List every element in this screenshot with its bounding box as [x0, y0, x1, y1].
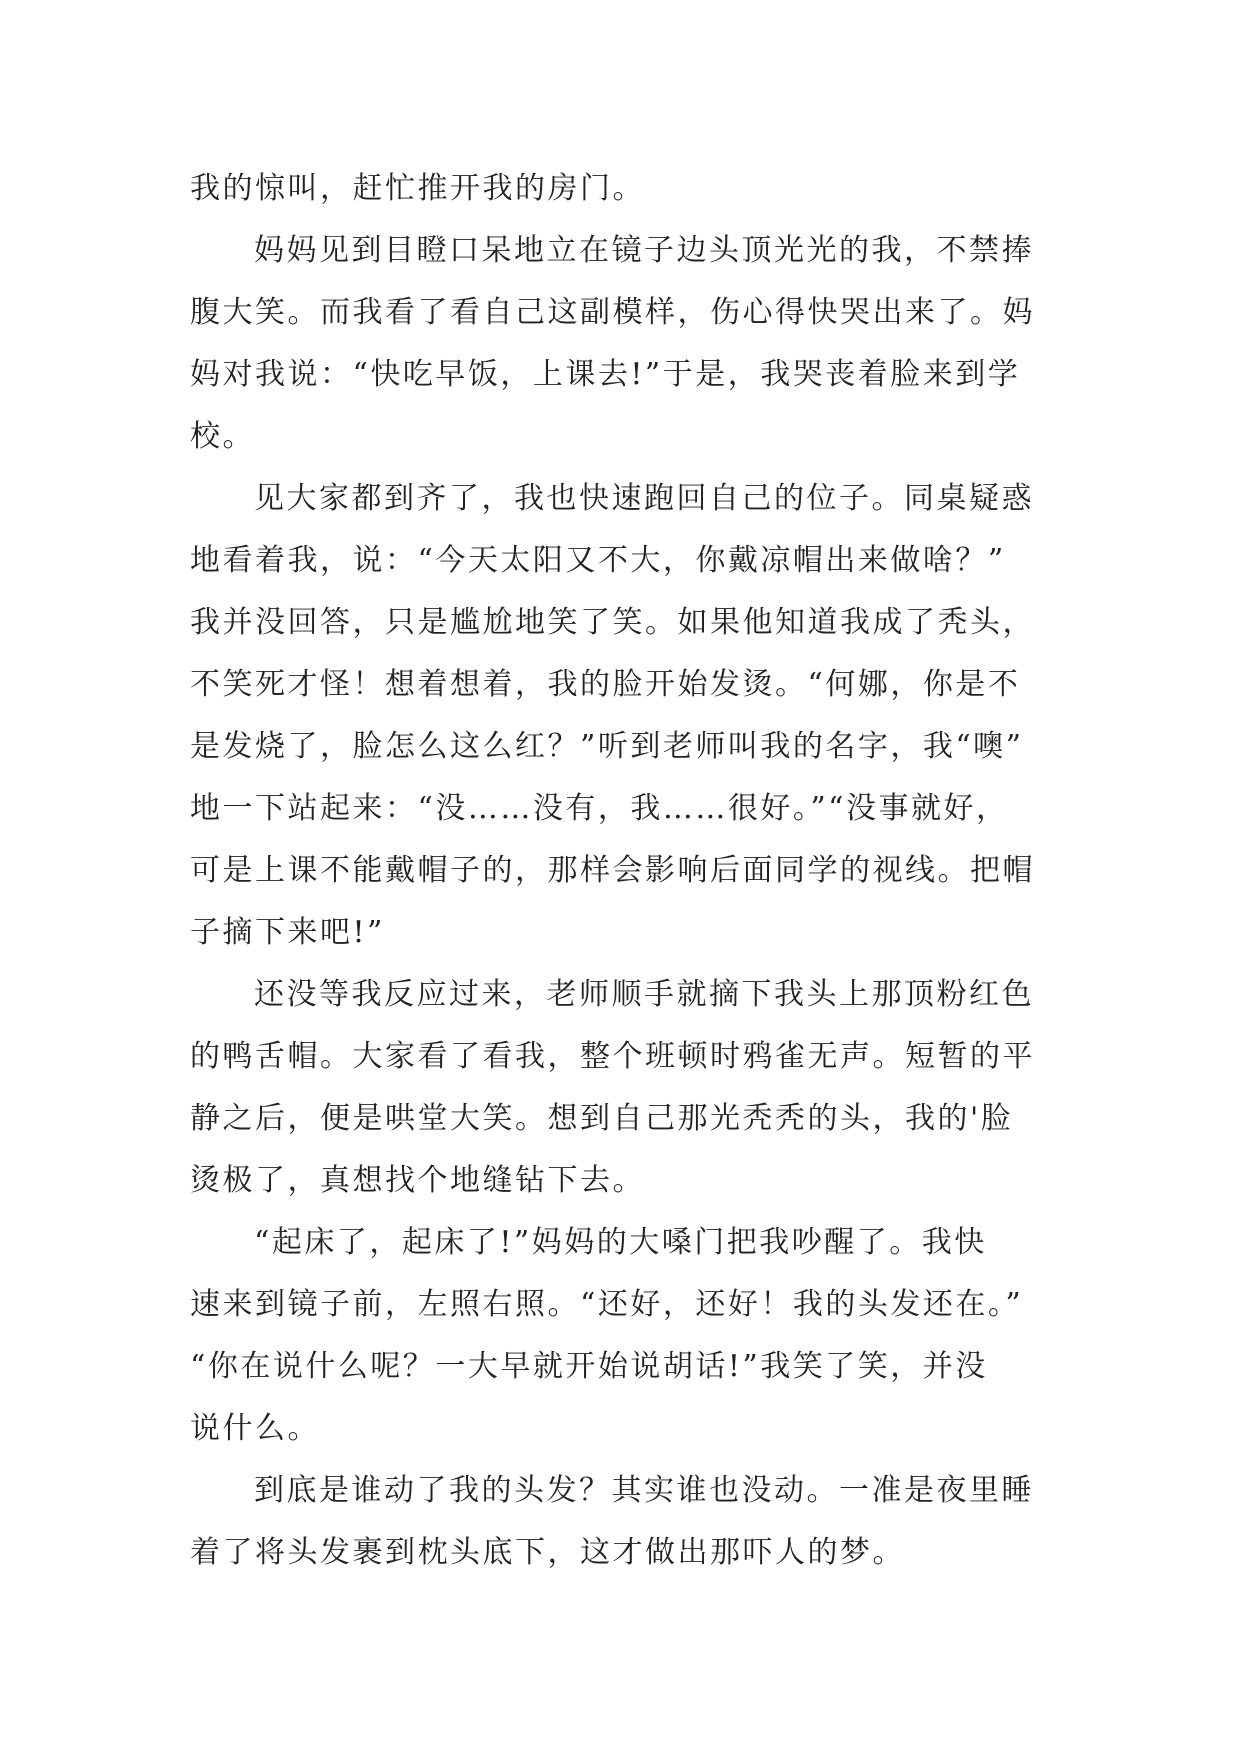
- text-line: 速来到镜子前，左照右照。“还好，还好！我的头发还在。”: [190, 1287, 1024, 1322]
- text-line: 见大家都到齐了，我也快速跑回自己的位子。同桌疑惑: [254, 481, 1034, 516]
- text-line: 的鸭舌帽。大家看了看我，整个班顿时鸦雀无声。短暂的平: [190, 1039, 1035, 1074]
- text-line: 我并没回答，只是尴尬地笑了笑。如果他知道我成了秃头，: [190, 605, 1035, 640]
- text-line: 烫极了，真想找个地缝钻下去。: [190, 1163, 645, 1198]
- text-line: 妈妈见到目瞪口呆地立在镜子边头顶光光的我，不禁捧: [254, 233, 1034, 268]
- text-line: 到底是谁动了我的头发？其实谁也没动。一准是夜里睡: [254, 1473, 1034, 1508]
- text-line: 我的惊叫，赶忙推开我的房门。: [190, 171, 645, 206]
- text-line: 地看着我，说：“今天太阳又不大，你戴凉帽出来做啥？”: [190, 543, 1006, 578]
- text-line: 不笑死才怪！想着想着，我的脸开始发烫。“何娜，你是不: [190, 667, 1021, 702]
- text-line: “你在说什么呢？一大早就开始说胡话!”我笑了笑，并没: [190, 1349, 988, 1384]
- text-line: 说什么。: [190, 1411, 320, 1446]
- text-line: 妈对我说：“快吃早饭，上课去!”于是，我哭丧着脸来到学: [190, 357, 1021, 392]
- text-line: 静之后，便是哄堂大笑。想到自己那光秃秃的头，我的'脸: [190, 1101, 1014, 1136]
- text-line: 是发烧了，脸怎么这么红？”听到老师叫我的名字，我“噢”: [190, 729, 1024, 764]
- text-line: 还没等我反应过来，老师顺手就摘下我头上那顶粉红色: [254, 977, 1034, 1012]
- text-line: 腹大笑。而我看了看自己这副模样，伤心得快哭出来了。妈: [190, 295, 1035, 330]
- text-line: 可是上课不能戴帽子的，那样会影响后面同学的视线。把帽: [190, 853, 1035, 888]
- text-line: 子摘下来吧!”: [190, 915, 385, 950]
- text-line: “起床了，起床了!”妈妈的大嗓门把我吵醒了。我快: [254, 1225, 987, 1260]
- text-line: 着了将头发裹到枕头底下，这才做出那吓人的梦。: [190, 1535, 905, 1570]
- text-line: 校。: [190, 419, 255, 454]
- essay-body: [190, 158, 1052, 1584]
- text-line: 地一下站起来：“没……没有，我……很好。”“没事就好，: [190, 791, 1009, 826]
